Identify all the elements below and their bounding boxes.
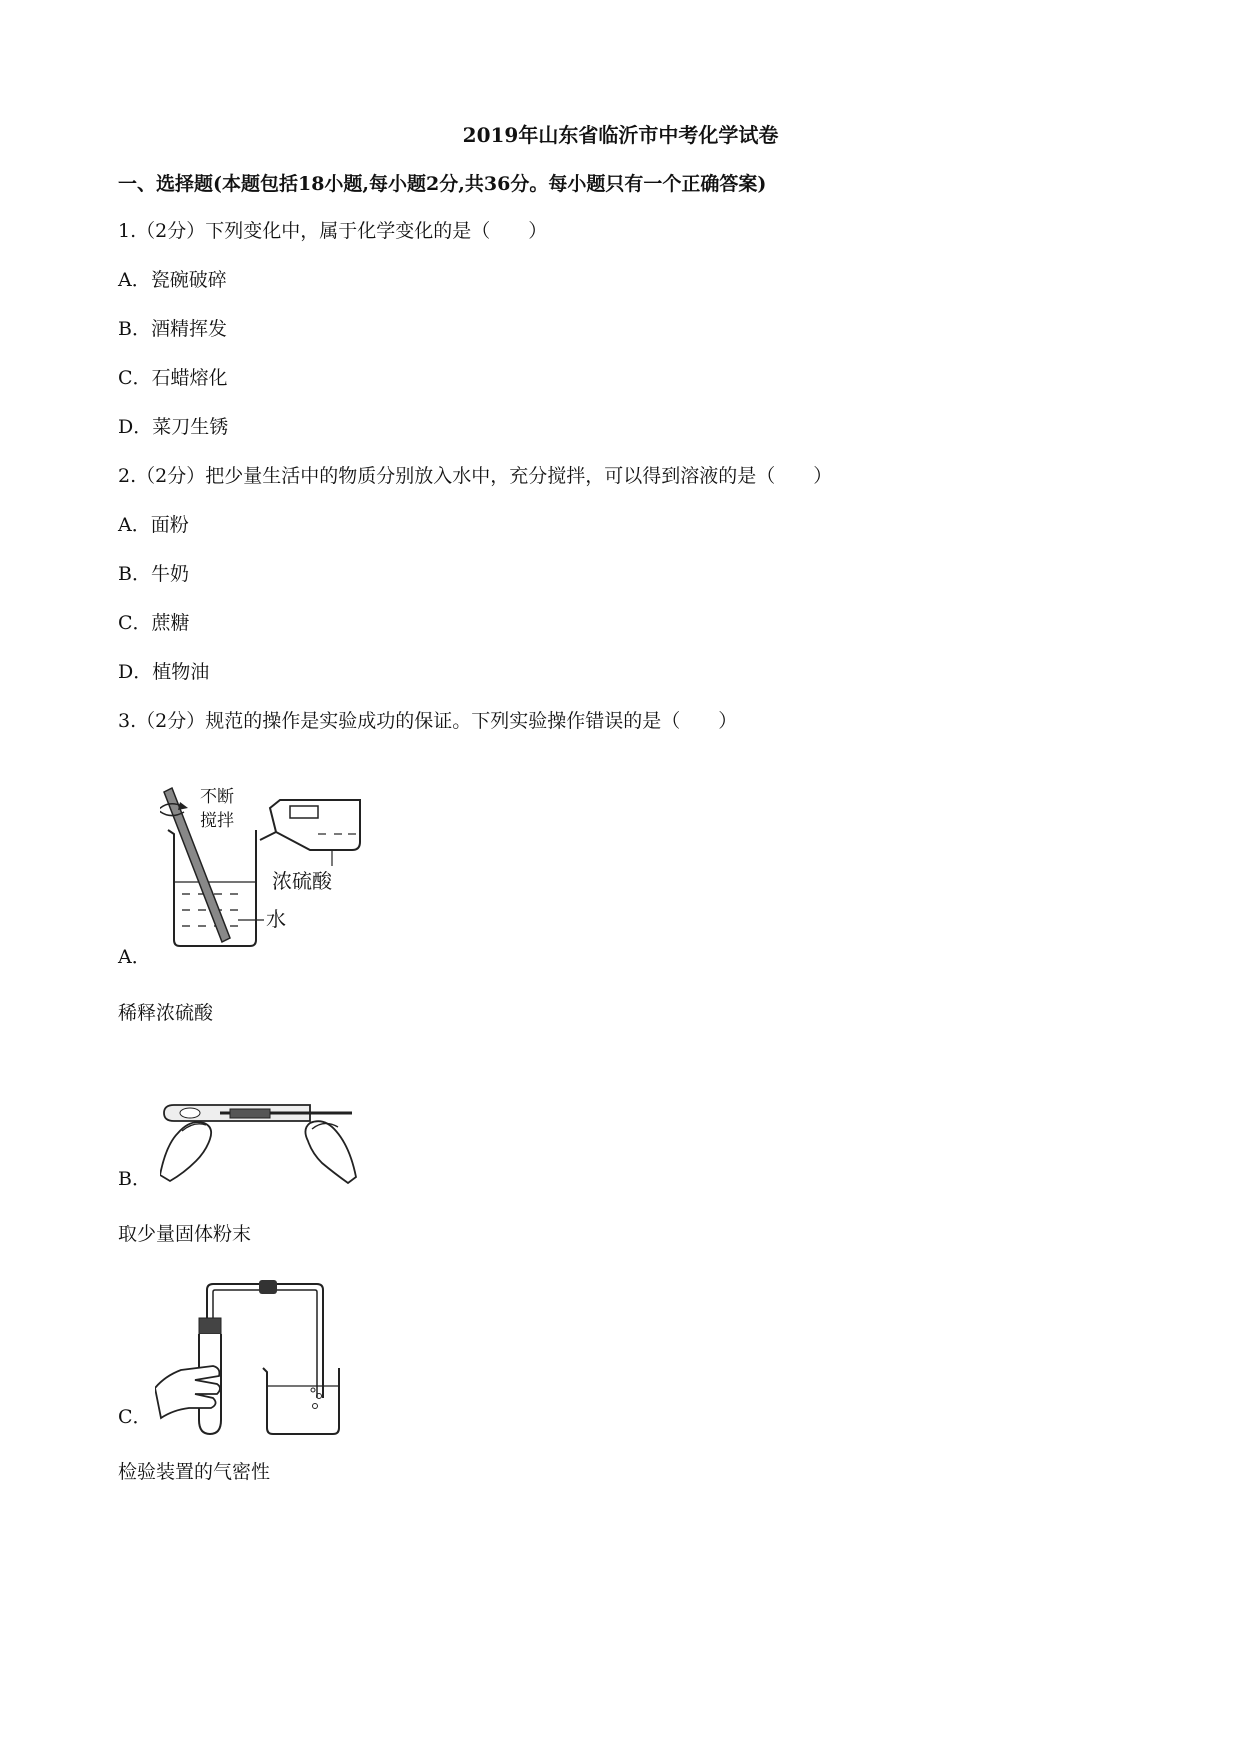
option-b-letter: B．: [118, 1168, 151, 1190]
question-1-option-d: D．菜刀生锈: [118, 416, 229, 438]
question-2-option-d: D．植物油: [118, 661, 210, 683]
question-1-stem: 1.（2分）下列变化中，属于化学变化的是（ ）: [118, 220, 548, 242]
fig-label-acid: 浓硫酸: [272, 869, 332, 893]
page-title: 2019年山东省临沂市中考化学试卷: [462, 123, 779, 147]
test-tube-powder-illustration: [160, 1085, 360, 1185]
question-1-option-c: C．石蜡熔化: [118, 367, 228, 389]
option-a-caption: 稀释浓硫酸: [118, 1002, 214, 1024]
fig-label-water: 水: [266, 907, 286, 931]
fig-label-stir: 不断: [200, 787, 234, 807]
section-heading: 一、选择题(本题包括18小题,每小题2分,共36分。每小题只有一个正确答案): [118, 173, 767, 195]
option-c-caption: 检验装置的气密性: [118, 1461, 271, 1483]
question-3-stem: 3.（2分）规范的操作是实验成功的保证。下列实验操作错误的是（ ）: [118, 710, 738, 732]
option-a-letter: A．: [118, 946, 151, 968]
dilute-acid-illustration: [160, 770, 380, 950]
question-1-option-b: B．酒精挥发: [118, 318, 227, 340]
option-c-letter: C．: [118, 1406, 152, 1428]
fig-label-stir2: 搅拌: [200, 811, 234, 831]
question-2-option-a: A．面粉: [118, 514, 189, 536]
question-2-stem: 2.（2分）把少量生活中的物质分别放入水中，充分搅拌，可以得到溶液的是（ ）: [118, 465, 833, 487]
option-b-caption: 取少量固体粉末: [118, 1223, 252, 1245]
question-2-option-c: C．蔗糖: [118, 612, 190, 634]
airtightness-illustration: [155, 1278, 355, 1438]
question-1-option-a: A．瓷碗破碎: [118, 269, 227, 291]
question-2-option-b: B．牛奶: [118, 563, 189, 585]
